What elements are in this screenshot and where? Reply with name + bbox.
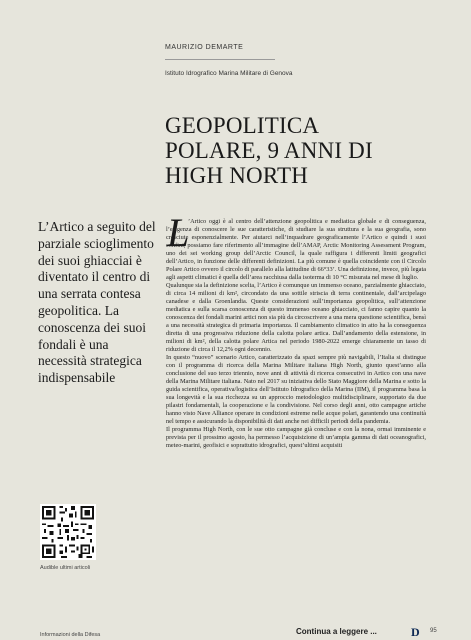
- magazine-logo-icon: D: [411, 625, 420, 639]
- footer-publication: Informazioni della Difesa: [40, 632, 101, 638]
- qr-caption: Audible ultimi articoli: [40, 565, 91, 571]
- author-affiliation: Istituto Idrografico Marina Militare di Genova: [165, 70, 293, 77]
- pull-quote: L’Artico a seguito del parziale scioglimento dei suoi ghiacciai è diventato il centro di una serrata contesa geopolitica. La conoscenza dei suoi fondali è una necessità strategica indispensabile: [38, 219, 156, 386]
- article-body: [166, 218, 426, 450]
- author-divider: [165, 59, 275, 60]
- body-paragraph: Qualunque sia la definizione scelta, l’Artico è comunque un immenso oceano, parzialmente ghiacciato, di circa 14 milioni di km², circondato da una sottile striscia di terra continentale, dall’arcipelago canadese e dalla Groenlandia. Queste considerazioni sull’importanza geopolitica, sull’attenzione mediatica e sulla scarsa conoscenza di questo immenso oceano ghiacciato, ci fanno capire quanto la conoscenza dei fondali marini artici non sia più da circoscrivere a una mera questione scientifica, bensì a una necessità strategica di primaria importanza. Il cambiamento climatico in atto ha la conseguenza diretta di una progressiva riduzione della calotta polare artica. Dall’andamento della estensione, in milioni di km², della calotta polare Artica nel periodo 1980-2022 emerge chiaramente un tasso di riduzione di circa il 12,2% ogni decennio.: [166, 282, 426, 354]
- qr-code-icon[interactable]: [40, 504, 96, 560]
- body-paragraph: Il programma High North, con le sue otto campagne già concluse e con la nona, ormai imminente e prevista per il prossimo agosto, ha permesso l’acquisizione di un’ampia gamma di dati oceanografici, meteo-marini, geofisici e soprattutto idrografici, quest’ultimi acquisiti: [166, 426, 426, 450]
- author-name: MAURIZIO DEMARTE: [165, 44, 244, 51]
- page-number: 95: [430, 628, 437, 634]
- drop-cap: L: [167, 210, 190, 255]
- body-paragraph: ’Artico oggi è al centro dell’attenzione geopolitica e mediatica globale e di conseguenza, l’esigenza di conoscere le sue caratteristiche, di studiare la sua struttura e la sua geografia, sono cresciute esponenzialmente. Per aiutarci nell’inquadrare geograficamente l’Artico e quindi i suoi confini, possiamo fare riferimento all’immagine dell’AMAP, Arctic Monitoring Assessment Program, uno dei sei working group dell’Arctic Council, la quale raffigura i differenti limiti geografici dell’Artico, in funzione delle differenti definizioni. La più comune è quella coincidente con il Circolo Polare Artico ovvero il circolo di parallelo alla latitudine di 66°33’. Una definizione, invece, più legata agli aspetti climatici è quella dell’area racchiusa dalla isoterma di 10 °C misurata nel mese di luglio.: [166, 218, 426, 282]
- body-paragraph: In questo “nuovo” scenario Artico, caratterizzato da spazi sempre più navigabili, l’Italia si distingue con il programma di ricerca della Marina Militare italiana High North, giunto quest’anno alla conclusione del suo terzo triennio, nove anni di attività di ricerca consecutivi in Artico con una nave della Marina Militare italiana. Nato nel 2017 su iniziativa dello Stato Maggiore della Marina e sotto la guida scientifica, operativa/logistica dell’Istituto Idrografico della Marina (IIM), il programma basa la sua longevità e la sua ricchezza su un approccio metodologico multidisciplinare, supportato da due pilastri fondamentali, la cooperazione e la condivisione. Nel corso degli anni, otto campagne artiche hanno visto Nave Alliance operare in condizioni estreme nelle acque polari, garantendo una continuità nel tempo e assicurando la disponibilità di dati anche nei difficili periodi della pandemia.: [166, 354, 426, 426]
- continue-reading-link[interactable]: Continua a leggere ...: [296, 627, 377, 636]
- article-title: GEOPOLITICA POLARE, 9 ANNI DI HIGH NORTH: [165, 113, 373, 188]
